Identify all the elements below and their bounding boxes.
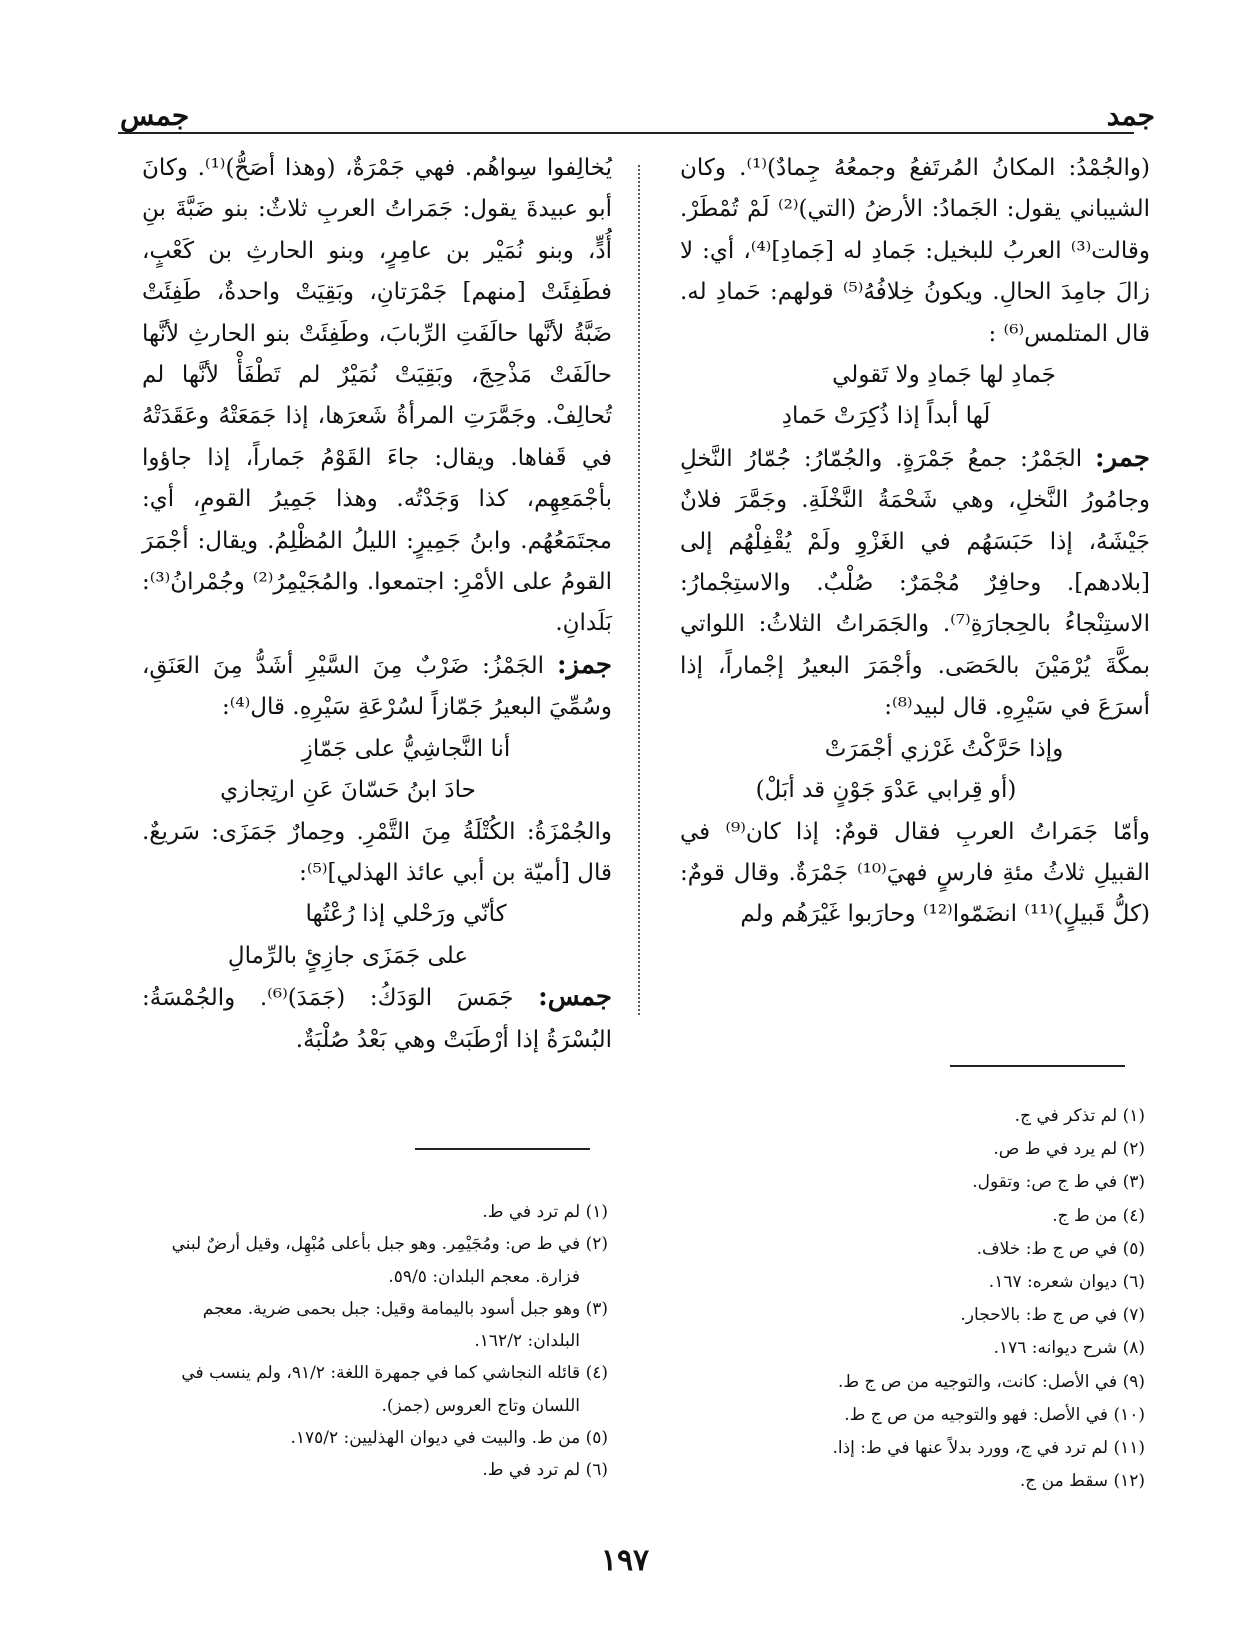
footnote: (٢) في ط ص: ومُجَيْمِر. وهو جبل بأعلى مُبْهِل، وقيل أرضٌ لبني xyxy=(171,1234,608,1255)
verse-line: جَمادِ لها جَمادِ ولا تَقولي xyxy=(832,362,1056,389)
footnote-rule-right xyxy=(950,1065,1125,1067)
verse-line: على جَمَزَى جازِئٍ بالرِّمالِ xyxy=(227,942,469,969)
paragraph-jumza: والجُمْزَةُ: الكُتْلَةُ مِنَ التَّمْرِ. وحِمارٌ جَمَزَى: سَريعٌ. قال [أميّة بن أبي عائذ الهذلي]⁽⁵⁾: xyxy=(142,818,612,886)
footnotes-left xyxy=(118,1196,608,1487)
verse-line: أنا النَّجاشِيُّ على جَمّازِ xyxy=(301,735,511,762)
paragraph-jamarat-cont: يُخالِفوا سِواهُم. فهي جَمْرَةٌ، (وهذا أصَحُّ)⁽¹⁾. وكانَ أبو عبيدةَ يقول: جَمَراتُ العربِ ثلاثٌ: بنو ضَبَّةَ بنِ أُدٍّ، وبنو نُمَيْر بن عامِرٍ، وبنو الحارثِ بن كَعْبٍ، فطَفِئَتْ [منهم] جَمْرَتانِ، وبَقِيَتْ واحدةٌ، طَفِئَتْ ضَبَّةُ لأنَّها حالَفَتِ الرِّبابَ، وطَفِئَتْ بنو الحارثِ لأنَّها حالَفَتْ مَذْحِجَ، وبَقِيَتْ نُمَيْرٌ لم تَطْفَأْ لأنَّها لم تُحالِفْ. وجَمَّرَتِ المرأةُ شَعرَها، إذا جَمَعَتْهُ وعَقَدَتْهُ في قَفاها. ويقال: جاءَ القَوْمُ جَماراً، إذا جاؤوا بأجْمَعِهِم، كذا وَجَدْتُه. وهذا جَمِيرُ القومِ، أي: مجتَمَعُهُم. وابنُ جَمِيرٍ: الليلُ المُظْلِمُ. ويقال: أجْمَرَ القومُ على الأمْرِ: اجتمعوا. والمُجَيْمِرُ⁽²⁾ وجُمْرانُ⁽³⁾: بَلَدانِ. xyxy=(142,155,612,637)
footnote: (٦) لم ترد في ط. xyxy=(482,1460,608,1481)
footnote: (٦) ديوان شعره: ١٦٧. xyxy=(988,1272,1145,1293)
entry-text: الجَمْزُ: ضَرْبٌ مِنَ السَّيْرِ أشَدُّ مِنَ العَنَقِ، وسُمِّيَ البعيرُ جَمّازاً لسُرْعَةِ سَيْرِهِ. قال⁽⁴⁾: xyxy=(142,652,612,721)
footnote: (٩) في الأصل: كانت، والتوجيه من ص ج ط. xyxy=(837,1371,1145,1392)
entry-headword: جمر: xyxy=(1094,442,1150,473)
verse-line: حادَ ابنُ حَسّانَ عَنِ ارتِجازي xyxy=(220,777,476,804)
footnote-continuation: البلدان: ١٦٢/٢. xyxy=(474,1331,580,1352)
entry-text: جَمَسَ الوَدَكُ: (جَمَدَ)⁽⁶⁾. والجُمْسَةُ: البُسْرَةُ إذا أرْطَبَتْ وهي بَعْدُ صُلْبَةٌ. xyxy=(142,985,612,1053)
paragraph-jamad: (والجُمْدُ: المكانُ المُرتَفعُ وجمعُهُ جِمادٌ)⁽¹⁾. وكان الشيباني يقول: الجَمادُ: الأرضُ (التي)⁽²⁾ لَمْ تُمْطَرْ. وقالت⁽³⁾ العربُ للبخيل: جَمادِ له [جَمادِ]⁽⁴⁾، أي: لا زالَ جامِدَ الحالِ. ويكونُ خِلافُهُ⁽⁵⁾ قولهم: حَمادِ له. قال المتلمس⁽⁶⁾ : xyxy=(680,155,1150,347)
verse-line: (أو قِرابي عَدْوَ جَوْنٍ قد أبَلْ) xyxy=(755,777,1017,804)
footnote: (٢) لم يرد في ط ص. xyxy=(993,1139,1145,1160)
footnote: (١) لم تذكر في ج. xyxy=(1014,1106,1145,1126)
paragraph-jamarat: وأمّا جَمَراتُ العربِ فقال قومٌ: إذا كان⁽⁹⁾ في القبيلِ ثلاثُ مئةِ فارسٍ فهيَ⁽¹⁰⁾ جَمْرَةٌ. وقال قومٌ: (كلُّ قَبيلٍ)⁽¹¹⁾ انضَمّوا⁽¹²⁾ وحارَبوا غَيْرَهُم ولم xyxy=(680,818,1150,928)
footnote: (٣) في ط ج ص: وتقول. xyxy=(972,1172,1145,1193)
running-header-left: جمس xyxy=(120,99,190,132)
entry-jamr xyxy=(680,438,1150,729)
footnote: (١٠) في الأصل: فهو والتوجيه من ص ج ط. xyxy=(844,1404,1145,1425)
footnote: (١) لم ترد في ط. xyxy=(482,1202,608,1222)
entry-text: الجَمْرُ: جمعُ جَمْرَةٍ. والجُمّارُ: جُمّارُ النَّخلِ وجامُورُ النَّخلِ، وهي شَحْمَةُ النَّخْلَةِ. وجَمَّرَ فلانٌ جَيْشَهُ، إذا حَبَسَهُم في الغَزْوِ ولَمْ يُقْفِلْهُم إلى [بلادهم]. وحافِرٌ مُجْمَرٌ: صُلْبٌ. والاستِجْمارُ: الاستِنْجاءُ بالحِجارَةِ⁽⁷⁾. والجَمَراتُ الثلاثُ: اللواتي بمكَّةَ يُرْمَيْنَ بالحَصَى. وأجْمَرَ البعيرُ إجْماراً، إذا أسرَعَ في سَيْرِهِ. قال لبيد⁽⁸⁾: xyxy=(680,445,1150,721)
right-column xyxy=(680,148,1150,936)
entry-jams xyxy=(142,977,612,1061)
footnote: (٧) في ص ج ط: بالاحجار. xyxy=(960,1305,1145,1326)
header-rule xyxy=(118,132,1134,134)
footnote: (٣) وهو جبل أسود باليمامة وقيل: جبل بحمى ضرية. معجم xyxy=(202,1298,608,1319)
entry-jamz xyxy=(142,645,612,729)
left-column xyxy=(142,148,612,1061)
footnote: (٤) قائله النجاشي كما في جمهرة اللغة: ٩١/٢، ولم ينسب في xyxy=(181,1363,608,1384)
running-header-right: جمد xyxy=(1106,99,1155,132)
footnotes-right xyxy=(645,1100,1145,1498)
footnote: (٤) من ط ج. xyxy=(1052,1205,1145,1226)
verse-line: وإذا حَرَّكْتُ غَرْزي أجْمَرَتْ xyxy=(824,735,1064,762)
footnote-continuation: اللسان وتاج العروس (جمز). xyxy=(381,1395,580,1416)
column-separator xyxy=(638,165,640,1015)
verse-line: لَها أبداً إذا ذُكِرَتْ حَمادِ xyxy=(781,403,991,430)
entry-headword: جمس: xyxy=(538,982,612,1013)
footnote: (١١) لم ترد في ج، وورد بدلاً عنها في ط: إذا. xyxy=(832,1438,1145,1459)
entry-headword: جمز: xyxy=(556,649,612,680)
verse-line: كأنّي ورَحْلي إذا رُعْتُها xyxy=(305,901,507,928)
footnote: (١٢) سقط من ج. xyxy=(1019,1471,1145,1492)
footnote: (٨) شرح ديوانه: ١٧٦. xyxy=(993,1338,1145,1359)
footnote: (٥) في ص ج ط: خلاف. xyxy=(976,1238,1145,1259)
page-number: ١٩٧ xyxy=(600,1543,650,1578)
footnote: (٥) من ط. والبيت في ديوان الهذليين: ١٧٥/٢. xyxy=(290,1428,608,1449)
footnote-continuation: فزارة. معجم البلدان: ٥٩/٥. xyxy=(388,1266,580,1287)
footnote-rule-left xyxy=(415,1148,590,1150)
